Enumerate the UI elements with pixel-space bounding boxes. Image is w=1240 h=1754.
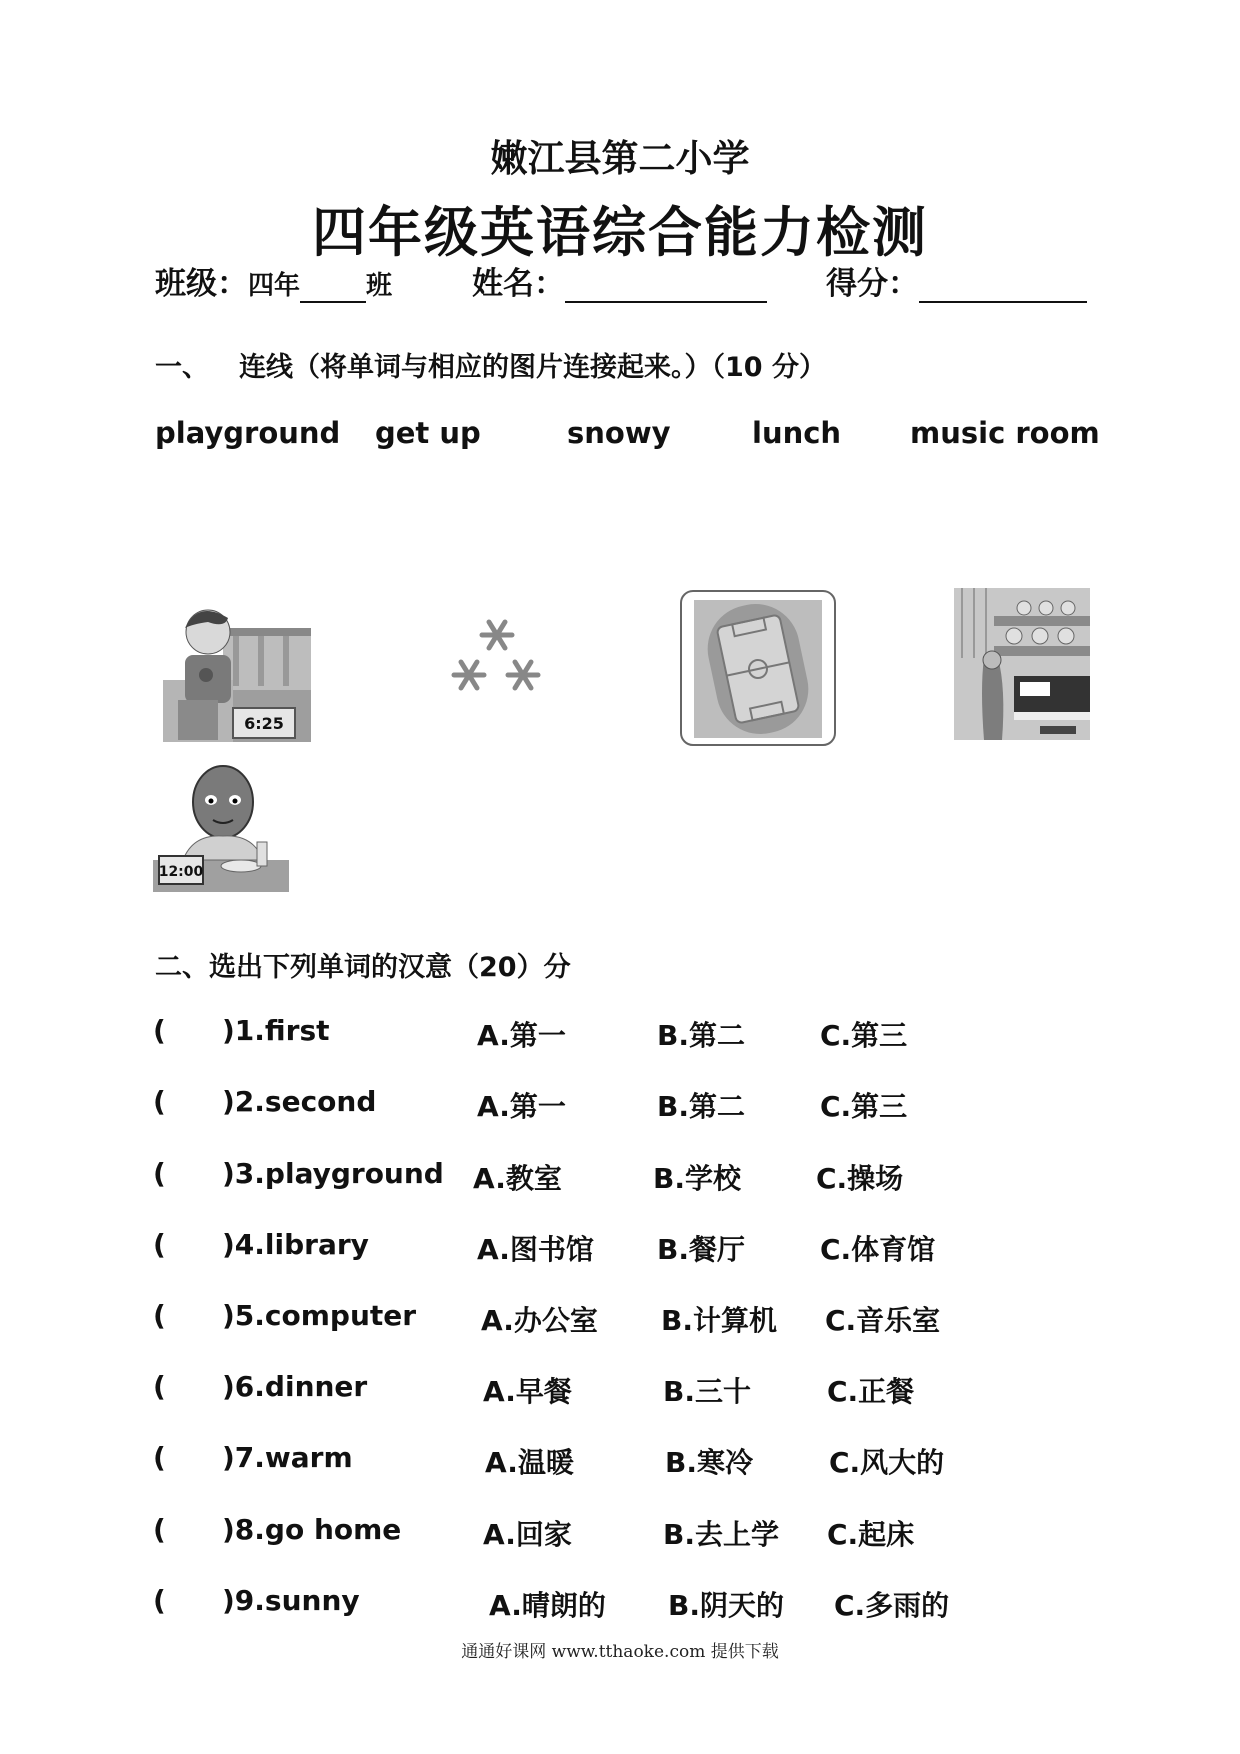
option-a: A.回家 <box>483 1518 572 1551</box>
name-label: 姓名： <box>472 266 565 302</box>
option-a: A.图书馆 <box>477 1233 594 1266</box>
option-b: B.第二 <box>657 1090 745 1123</box>
question-word: computer <box>264 1299 417 1332</box>
boy-eating-lunch-icon[interactable] <box>153 764 289 892</box>
option-c: C.多雨的 <box>834 1589 950 1622</box>
class-label: 班级： <box>155 266 248 302</box>
question-stem <box>222 1228 369 1261</box>
answer-paren-close: ) <box>222 1228 235 1261</box>
answer-paren-close: ) <box>222 1441 235 1474</box>
option-a: A.第一 <box>477 1090 566 1123</box>
answer-paren-close: ) <box>222 1513 235 1546</box>
question-number: 7. <box>234 1441 265 1474</box>
class-field <box>155 258 392 303</box>
question-number: 1. <box>234 1014 265 1047</box>
question-stem <box>222 1441 353 1474</box>
option-c: C.操场 <box>816 1162 904 1195</box>
class-prefix: 四年 <box>248 271 301 301</box>
match-word-4[interactable]: lunch <box>752 416 842 450</box>
question-word: dinner <box>264 1370 368 1403</box>
option-b: B.三十 <box>663 1375 751 1408</box>
class-blank[interactable] <box>300 271 366 303</box>
option-c: C.正餐 <box>827 1375 915 1408</box>
option-b: B.计算机 <box>661 1304 777 1337</box>
exam-title: 四年级英语综合能力检测 <box>312 201 928 264</box>
question-number: 4. <box>234 1228 265 1261</box>
section1-number: 一、 <box>155 352 209 383</box>
match-word-2[interactable]: get up <box>375 416 481 450</box>
option-b: B.餐厅 <box>657 1233 745 1266</box>
option-a: A.第一 <box>477 1019 566 1052</box>
section1-heading <box>155 345 826 384</box>
question-stem <box>222 1584 360 1617</box>
question-number: 3. <box>234 1157 265 1190</box>
question-word: library <box>264 1228 369 1261</box>
question-stem <box>222 1370 367 1403</box>
option-a: A.教室 <box>473 1162 562 1195</box>
option-b: B.学校 <box>653 1162 741 1195</box>
boy-getting-up-icon[interactable] <box>163 600 311 742</box>
option-b: B.去上学 <box>663 1518 779 1551</box>
question-number: 5. <box>234 1299 265 1332</box>
question-stem <box>222 1157 444 1190</box>
question-number: 8. <box>234 1513 265 1546</box>
answer-paren-close: ) <box>222 1370 235 1403</box>
question-number: 9. <box>234 1584 265 1617</box>
answer-paren-close: ) <box>222 1299 235 1332</box>
option-c: C.体育馆 <box>820 1233 936 1266</box>
answer-paren-open[interactable]: ( <box>153 1157 166 1190</box>
question-word: warm <box>264 1441 353 1474</box>
question-word: playground <box>264 1157 444 1190</box>
match-word-5[interactable]: music room <box>910 416 1100 450</box>
playground-field-icon[interactable] <box>680 590 836 746</box>
name-field <box>472 258 767 303</box>
option-a: A.晴朗的 <box>489 1589 606 1622</box>
match-word-1[interactable]: playground <box>155 416 341 450</box>
option-c: C.风大的 <box>829 1446 945 1479</box>
answer-paren-open[interactable]: ( <box>153 1085 166 1118</box>
option-b: B.阴天的 <box>668 1589 784 1622</box>
option-b: B.寒冷 <box>665 1446 753 1479</box>
class-suffix: 班 <box>366 271 393 301</box>
answer-paren-open[interactable]: ( <box>153 1228 166 1261</box>
option-c: C.第三 <box>820 1019 908 1052</box>
score-field <box>826 258 1087 303</box>
section1-title: 连线（将单词与相应的图片连接起来。）（10 分） <box>239 352 826 383</box>
question-word: second <box>264 1085 377 1118</box>
question-stem <box>222 1085 376 1118</box>
footer-credit: 通通好课网 www.tthaoke.com 提供下载 <box>461 1642 779 1662</box>
score-label: 得分： <box>826 266 919 302</box>
section2-heading: 二、选出下列单词的汉意（20）分 <box>155 952 571 983</box>
answer-paren-close: ) <box>222 1157 235 1190</box>
getting-up-clock: 6:25 <box>244 714 284 733</box>
question-word: sunny <box>264 1584 360 1617</box>
answer-paren-close: ) <box>222 1085 235 1118</box>
answer-paren-close: ) <box>222 1584 235 1617</box>
question-word: go home <box>264 1513 402 1546</box>
question-stem <box>222 1513 401 1546</box>
option-a: A.温暖 <box>485 1446 574 1479</box>
question-word: first <box>264 1014 330 1047</box>
question-stem <box>222 1014 330 1047</box>
answer-paren-open[interactable]: ( <box>153 1299 166 1332</box>
question-number: 2. <box>234 1085 265 1118</box>
option-c: C.音乐室 <box>825 1304 941 1337</box>
option-a: A.办公室 <box>481 1304 598 1337</box>
school-name: 嫩江县第二小学 <box>490 137 750 180</box>
music-room-icon[interactable] <box>954 588 1090 740</box>
question-stem <box>222 1299 416 1332</box>
snowflakes-icon[interactable] <box>447 615 547 697</box>
answer-paren-open[interactable]: ( <box>153 1370 166 1403</box>
option-c: C.第三 <box>820 1090 908 1123</box>
option-c: C.起床 <box>827 1518 915 1551</box>
answer-paren-open[interactable]: ( <box>153 1584 166 1617</box>
name-blank[interactable] <box>565 271 767 303</box>
answer-paren-open[interactable]: ( <box>153 1441 166 1474</box>
lunch-clock: 12:00 <box>158 864 204 880</box>
option-b: B.第二 <box>657 1019 745 1052</box>
answer-paren-open[interactable]: ( <box>153 1014 166 1047</box>
answer-paren-close: ) <box>222 1014 235 1047</box>
answer-paren-open[interactable]: ( <box>153 1513 166 1546</box>
option-a: A.早餐 <box>483 1375 572 1408</box>
question-number: 6. <box>234 1370 265 1403</box>
score-blank[interactable] <box>919 271 1087 303</box>
match-word-3[interactable]: snowy <box>567 416 671 450</box>
